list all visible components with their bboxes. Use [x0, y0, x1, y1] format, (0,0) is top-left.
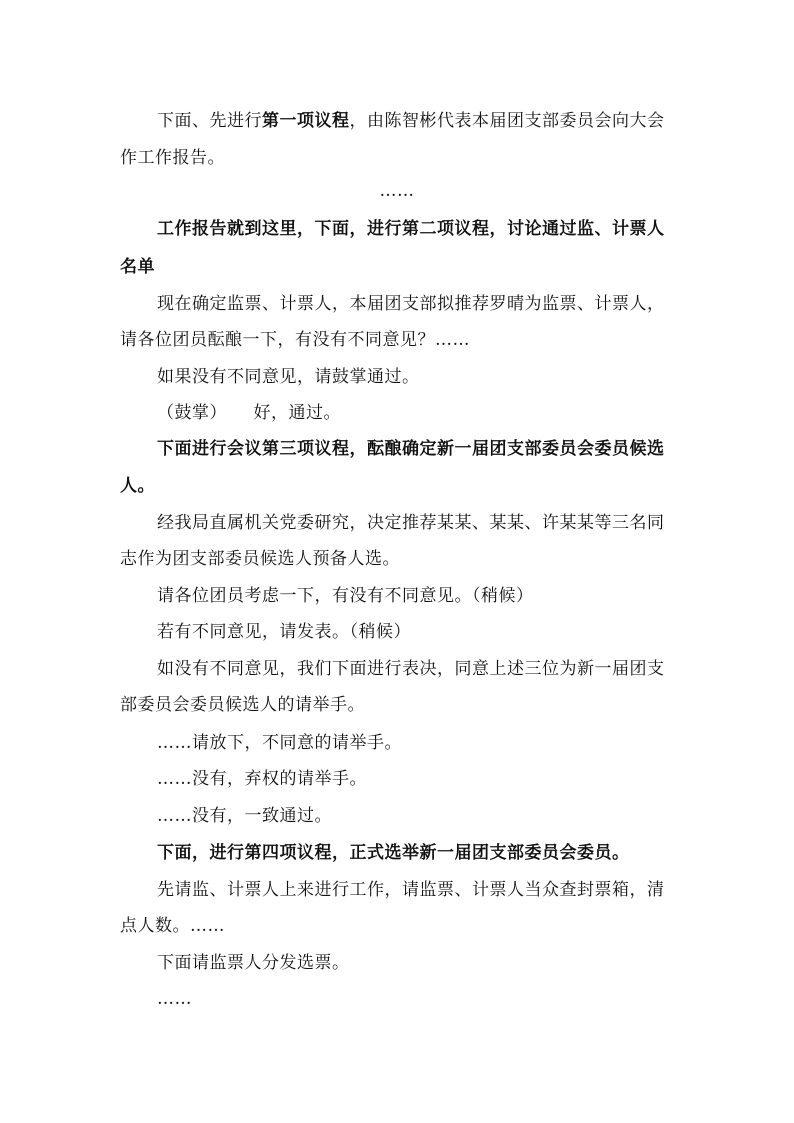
paragraph-vote-line-2: 部委员会委员候选人的请举手。	[120, 695, 365, 715]
heading-agenda-4: 下面，进行第四项议程，正式选举新一届团支部委员会委员。	[157, 843, 630, 863]
paragraph-unanimous: ……没有，一致通过。	[157, 806, 332, 826]
heading-agenda-2-line-2: 名单	[120, 257, 155, 277]
paragraph-agenda-1-line-2: 作工作报告。	[120, 148, 225, 168]
paragraph-vote-line-1: 如没有不同意见，我们下面进行表决，同意上述三位为新一届团支	[157, 659, 665, 679]
paragraph-nominees-line-1: 经我局直属机关党委研究，决定推荐某某、某某、许某某等三名同	[157, 513, 665, 533]
paragraph-consider: 请各位团员考虑一下，有没有不同意见。（稍候）	[157, 586, 534, 606]
paragraph-speak: 若有不同意见，请发表。（稍候）	[157, 622, 411, 642]
ellipsis-end: ……	[157, 989, 192, 1009]
paragraph-hands-down: ……请放下，不同意的请举手。	[157, 733, 402, 753]
paragraph-distribute-ballots: 下面请监票人分发选票。	[157, 953, 350, 973]
agenda-1-post: ，由陈智彬代表本届团支部委员会向大会	[349, 111, 665, 131]
paragraph-applause-request: 如果没有不同意见，请鼓掌通过。	[157, 367, 420, 387]
paragraph-teller-line-1: 现在确定监票、计票人，本届团支部拟推荐罗晴为监票、计票人，	[157, 294, 665, 314]
paragraph-agenda-1-line-1	[157, 111, 665, 131]
heading-agenda-3-line-2: 人。	[120, 476, 155, 496]
paragraph-abstain: ……没有，弃权的请举手。	[157, 769, 367, 789]
paragraph-ballot-box-line-2: 点人数。……	[120, 916, 225, 936]
paragraph-nominees-line-2: 志作为团支部委员候选人预备人选。	[120, 549, 400, 569]
agenda-1-pre: 下面、先进行	[157, 111, 262, 131]
heading-agenda-3-line-1: 下面进行会议第三项议程，酝酿确定新一届团支部委员会委员候选	[157, 439, 665, 459]
paragraph-teller-line-2: 请各位团员酝酿一下，有没有不同意见？……	[120, 330, 470, 350]
paragraph-applause-passed: （鼓掌） 好，通过。	[157, 403, 341, 423]
paragraph-ballot-box-line-1: 先请监、计票人上来进行工作，请监票、计票人当众查封票箱，清	[157, 880, 665, 900]
heading-agenda-2-line-1: 工作报告就到这里，下面，进行第二项议程，讨论通过监、计票人	[157, 219, 665, 239]
ellipsis-separator: ……	[379, 181, 415, 201]
agenda-1-strong: 第一项议程	[262, 111, 350, 131]
